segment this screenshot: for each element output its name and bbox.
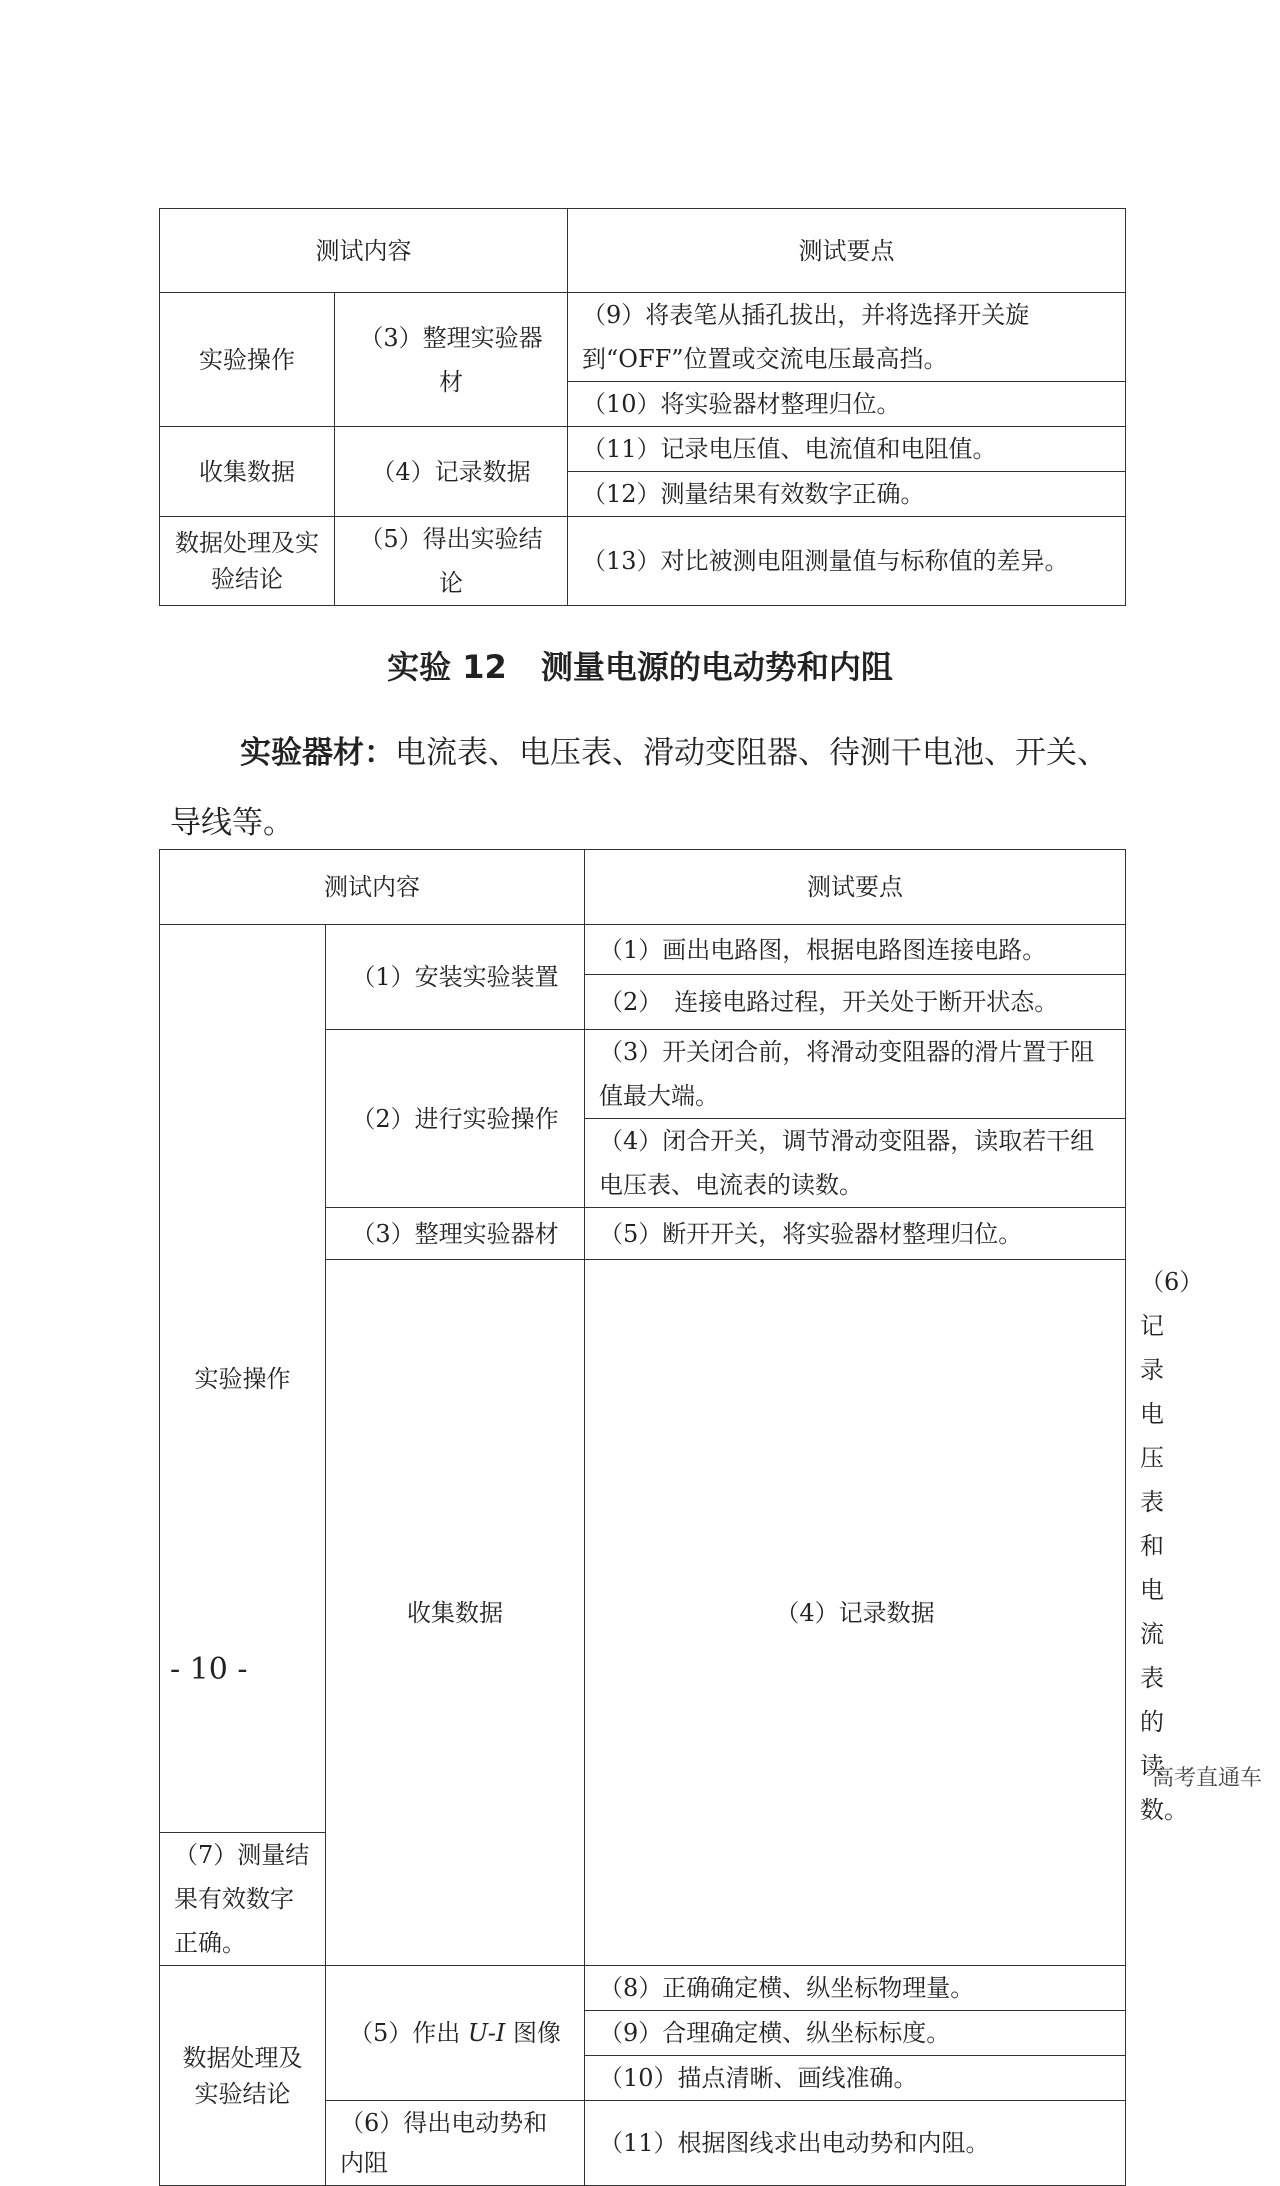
equipment-paragraph xyxy=(170,718,1130,858)
section-title-number: 实验 12 xyxy=(387,648,507,686)
subitem-organize-equipment: （3）整理实验器材 xyxy=(326,1208,585,1260)
point-9: （9）将表笔从插孔拔出，并将选择开关旋到“OFF”位置或交流电压最高挡。 xyxy=(568,293,1126,382)
section-title xyxy=(0,642,1280,688)
header-test-content: 测试内容 xyxy=(160,209,568,293)
section-title-name: 测量电源的电动势和内阻 xyxy=(540,648,893,686)
header-test-content: 测试内容 xyxy=(160,850,585,925)
point-3: （3）开关闭合前，将滑动变阻器的滑片置于阻值最大端。 xyxy=(585,1030,1126,1119)
point-11: （11）根据图线求出电动势和内阻。 xyxy=(585,2101,1126,2186)
subitem-plot-suffix: 图像 xyxy=(505,2019,561,2047)
point-10: （10）描点清晰、画线准确。 xyxy=(585,2056,1126,2101)
header-test-points: 测试要点 xyxy=(585,850,1126,925)
point-13: （13）对比被测电阻测量值与标称值的差异。 xyxy=(568,517,1126,606)
subitem-organize-equipment: （3）整理实验器材 xyxy=(335,293,568,427)
point-7: （7）测量结果有效数字正确。 xyxy=(160,1833,326,1966)
category-data-processing: 数据处理及实验结论 xyxy=(160,517,335,606)
category-experiment-operation: 实验操作 xyxy=(160,293,335,427)
category-data-processing: 数据处理及实验结论 xyxy=(160,1966,326,2186)
point-9: （9）合理确定横、纵坐标标度。 xyxy=(585,2011,1126,2056)
subitem-install-apparatus: （1）安装实验装置 xyxy=(326,925,585,1030)
point-2: （2） 连接电路过程，开关处于断开状态。 xyxy=(585,975,1126,1030)
watermark-logo: 高考直通车 xyxy=(1151,1766,1262,1791)
point-4: （4）闭合开关，调节滑动变阻器，读取若干组电压表、电流表的读数。 xyxy=(585,1119,1126,1208)
subitem-record-data: （4）记录数据 xyxy=(335,427,568,517)
point-5: （5）断开开关，将实验器材整理归位。 xyxy=(585,1208,1126,1260)
category-collect-data: 收集数据 xyxy=(160,427,335,517)
point-1: （1）画出电路图，根据电路图连接电路。 xyxy=(585,925,1126,975)
subitem-emf-resistance: （6）得出电动势和内阻 xyxy=(326,2101,585,2186)
table-experiment-12: 测试内容 测试要点 实验操作 （1）安装实验装置 （1）画出电路图，根据电路图连接电路。 （2） 连接电路过程，开关处于断开状态。 （2）进行实验操作 （3）开关闭合前，将滑动变阻器的滑片置于阻值最大端。 （4）闭合开关，调节滑动变阻器，读取若干组电压表、电流表的读数。 （3）整理实验器材 （5）断开开关，将实验器材整理归位。 收集数据 （4）记录数据 （6）记录电压表和电流表的读数。 （7）测量结果有效数字正确。 数据处理及实验结论 （5）作出 U-I 图像 （8）正确确定横、纵坐标物理量。 （9）合理确定横、纵坐标标度。 （10）描点清晰、画线准确。 （6）得出电动势和内阻 （11）根据图线求出电动势和内阻。 xyxy=(159,849,1126,2186)
subitem-plot-prefix: （5）作出 xyxy=(349,2019,468,2047)
subitem-plot-variable: U-I xyxy=(467,2019,506,2047)
point-8: （8）正确确定横、纵坐标物理量。 xyxy=(585,1966,1126,2011)
point-11: （11）记录电压值、电流值和电阻值。 xyxy=(568,427,1126,472)
point-12: （12）测量结果有效数字正确。 xyxy=(568,472,1126,517)
subitem-plot-ui-graph xyxy=(326,1966,585,2101)
subitem-draw-conclusion: （5）得出实验结论 xyxy=(335,517,568,606)
category-experiment-operation: 实验操作 xyxy=(160,925,326,1833)
category-collect-data: 收集数据 xyxy=(326,1260,585,1966)
header-test-points: 测试要点 xyxy=(568,209,1126,293)
equipment-text: 电流表、电压表、滑动变阻器、待测干电池、开关、导线等。 xyxy=(170,735,1108,841)
subitem-perform-operation: （2）进行实验操作 xyxy=(326,1030,585,1208)
subitem-record-data: （4）记录数据 xyxy=(585,1260,1126,1966)
point-10: （10）将实验器材整理归位。 xyxy=(568,382,1126,427)
page-number: - 10 - xyxy=(170,1652,248,1687)
table-experiment-11-continued xyxy=(159,208,1126,606)
equipment-label: 实验器材： xyxy=(240,735,395,771)
